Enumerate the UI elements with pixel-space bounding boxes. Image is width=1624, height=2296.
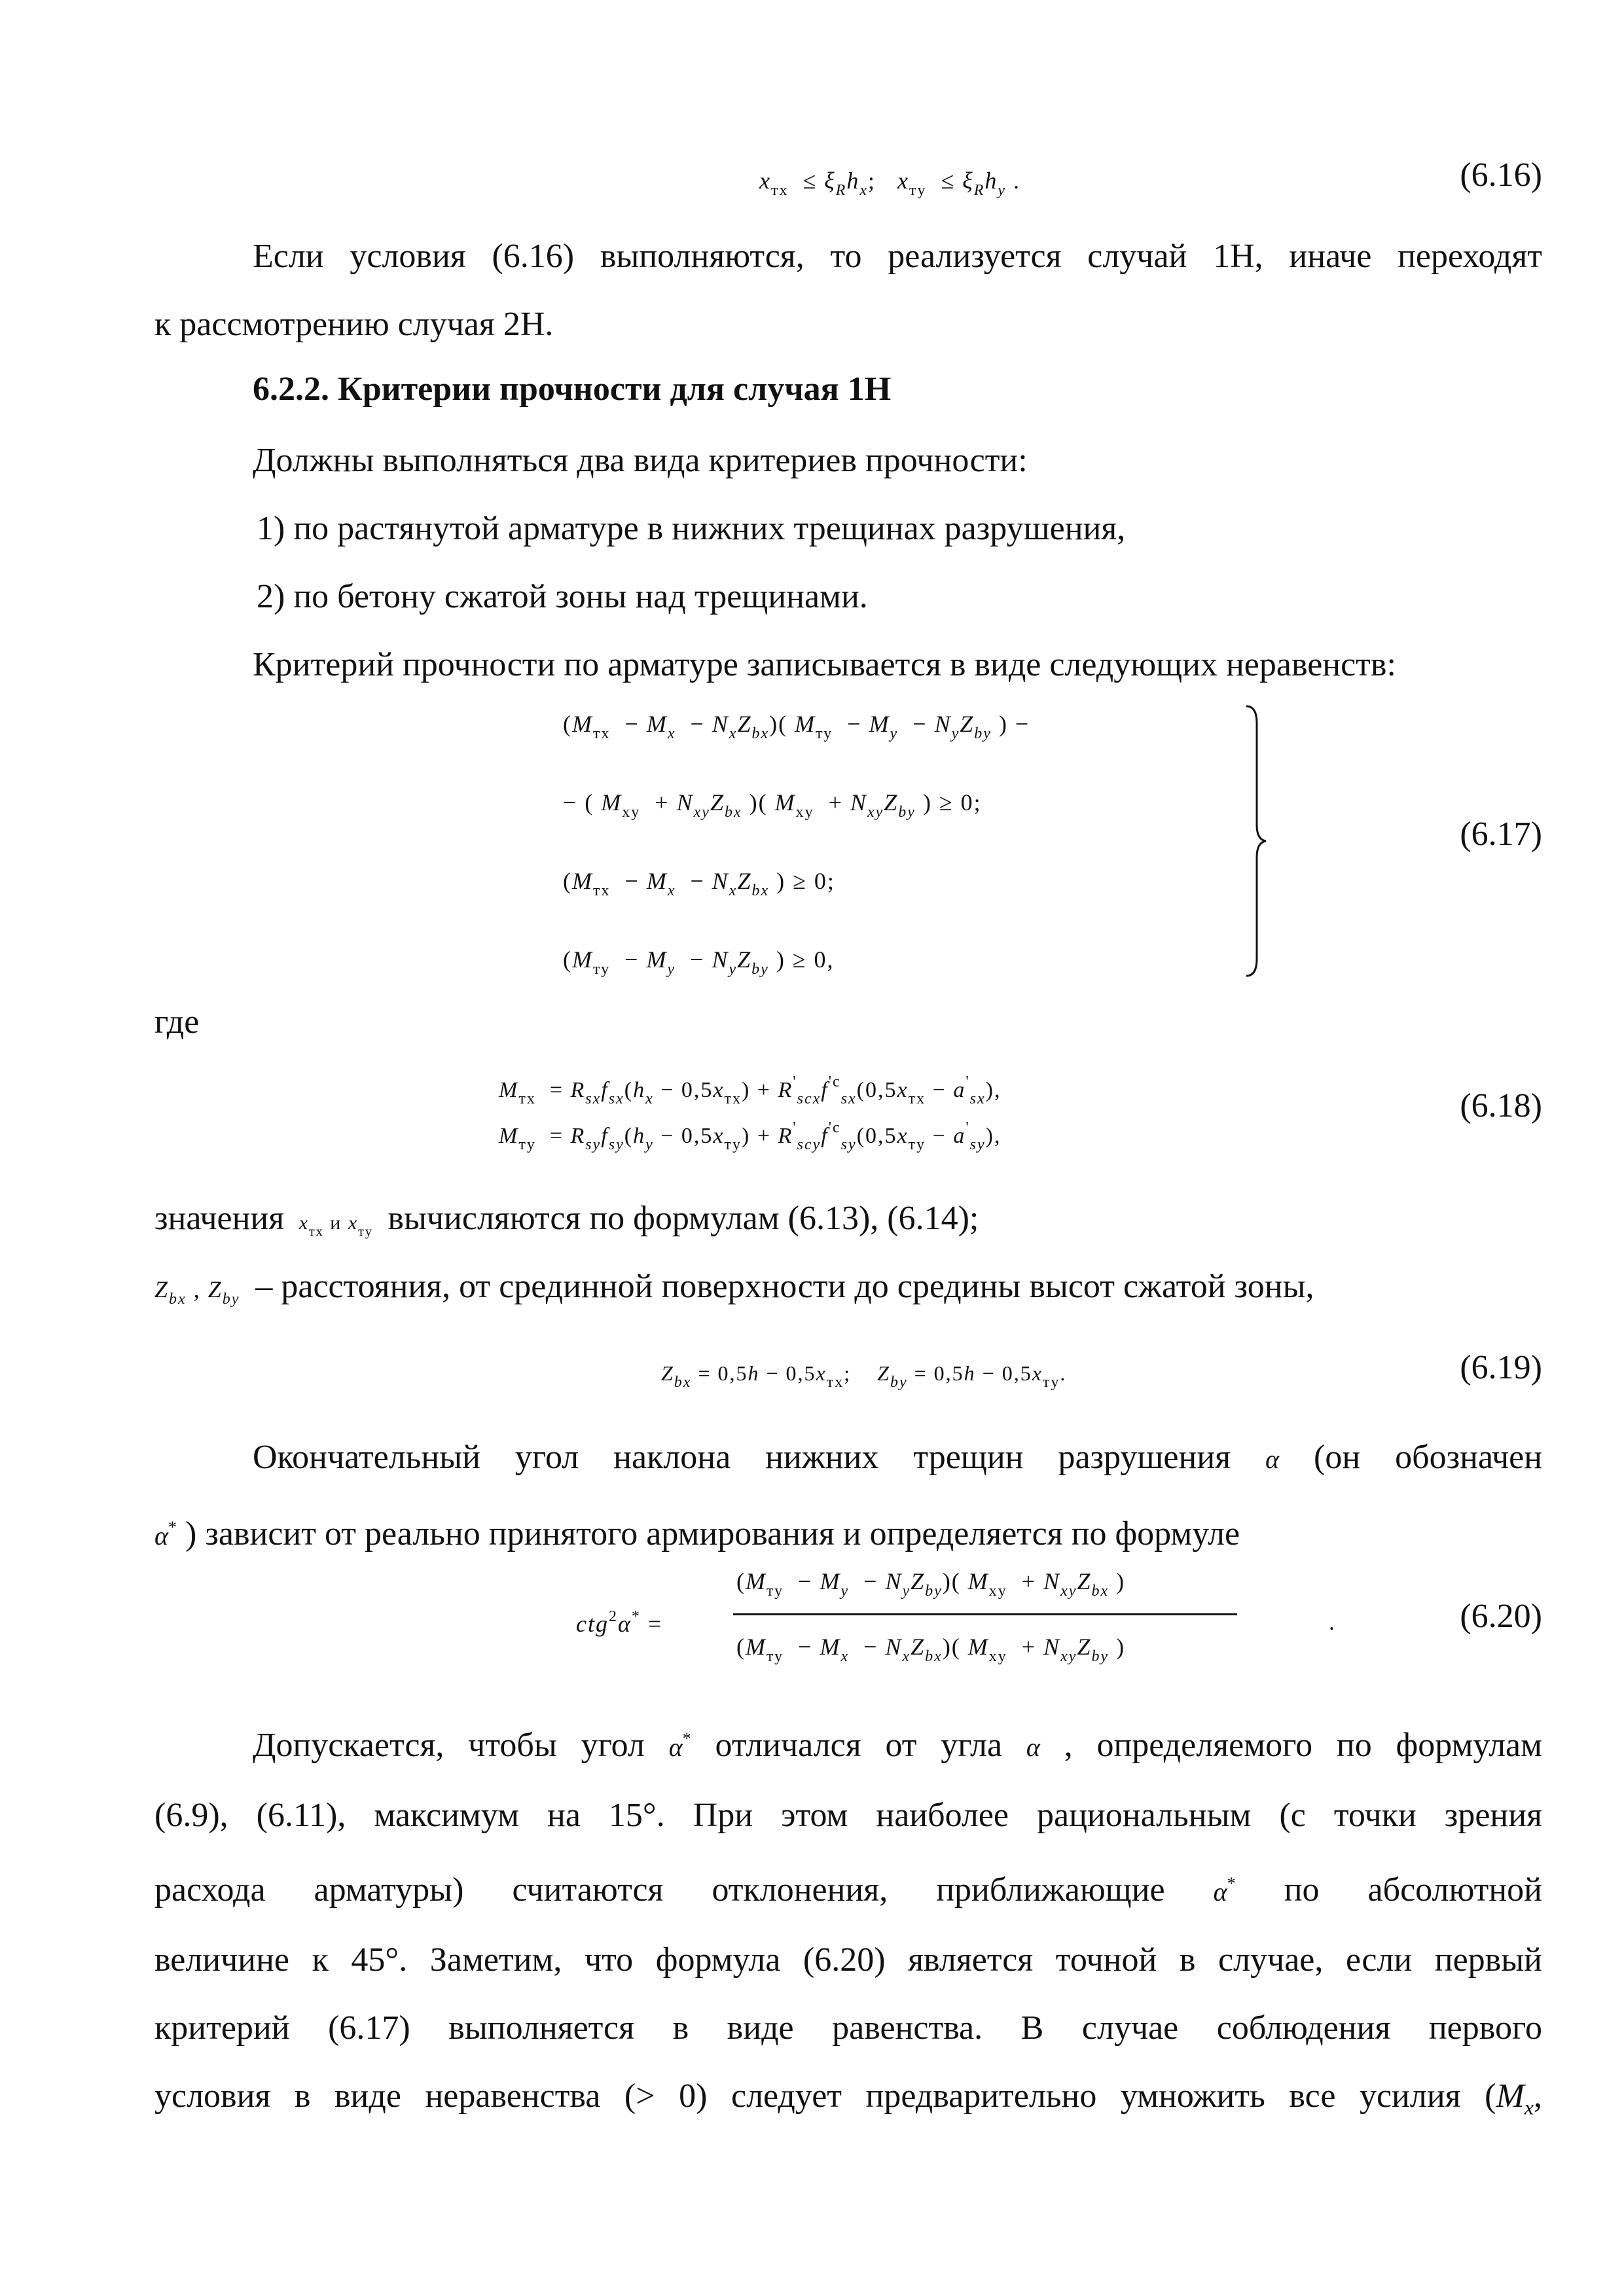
document-page: $x_{тx} \le \xi_Rh_x$; $x_{тy} \le \xi_Rh_y$ . (6.16) Если условия (6.16) выполняются, то реализуется случай 1Н, иначе переходят к рассмотрению случая 2Н. 6.2.2. Критерии прочности для случая 1Н Должны выполняться два вида критериев прочности: 1) по растянутой арматуре в нижних трещинах разрушения, 2) по бетону сжатой зоны над трещинами. Критерий прочности по арматуре записывается в виде следующих неравенств: $(M_{тх} - M_x - N_xZ_{bx})$( $M_{ту} - M_y - N_yZ_{by}$ ) − − ( $M_{xy} + N_{xy}Z_{bx}$ )( $M_{xy} + N_{xy}Z_{by}$ ) ≥ 0; ($M_{тх} - M_x - N_xZ_{bx}$ ) ≥ 0; ($M_{ту} - M_y - N_yZ_{by}$ ) ≥ 0, (6.17) где $M_{тx} = R_{sx}f_{sx}(h_x - 0,5x_{тх}) + R'_{scx}f^{'c}_{sx}(0,5x_{тх} - a'_{sx})$, $M_{тy} = R_{sy}f_{sy}(h_y - 0,5x_{тy}) + R'_{scy}f^{'c}_{sy}(0,5x_{тy} - a'_{sy})$, (6.18) значения $x_{тх}$ и $x_{тy}$ вычисляются по формулам (6.13), (6.14); $Z_{bx}$ , $Z_{by}$ – расстояния, от срединной поверхности до средины высот сжатой зоны, $Z_{bx} = 0,5h - 0,5x_{тx}$; $Z_{by} = 0,5h - 0,5x_{тy}$. (6.19) Окончательный угол наклона нижних трещин разрушения α (он обозначен α* ) зависит от реально принятого армирования и определяется по формуле ctg$^2$α* = $(M_{ту} - M_y - N_yZ_{by})$( $M_{xy} + N_{xy}Z_{bx}$ ) $(M_{ту} - M_x - N_xZ_{bx})$( $M_{xy} + N_{xy}Z_{by}$ ) . (6.20) Допускается, чтобы угол α* отличался от угла α , определяемого по формулам (6.9), (6.11), максимум на 15°. При этом наиболее рациональным (с точки зрения расхода арматуры) считаются отклонения, приближающие α* по абсолютной величине к 45°. Заметим, что формула (6.20) является точной в случае, если первый критерий (6.17) выполняется в виде равенства. В случае соблюдения первого условия в виде неравенства (> 0) следует предварительно умножить все усилия ($M_x$, [0,0,1624,2296]
z-definition-line: $Z_{bx}$ , $Z_{by}$ – расстояния, от срединной поверхности до средины высот сжатой зоны, [154,1268,1314,1308]
equation-6-20: ctg$^2$α* = $(M_{ту} - M_y - N_yZ_{by})$( $M_{xy} + N_{xy}Z_{bx}$ ) $(M_{ту} - M_x - N_xZ_{bx})$( $M_{xy} + N_{xy}Z_{by}$ ) . [576,1568,1336,1665]
paragraph-2: Должны выполняться два вида критериев прочности: [253,442,1028,479]
equation-number-6-18: (6.18) [1460,1087,1542,1124]
right-brace [1244,704,1270,978]
equation-6-16: $x_{тx} \le \xi_Rh_x$; $x_{тy} \le \xi_Rh_y$ . [759,168,1021,199]
equation-6-19: $Z_{bx} = 0,5h - 0,5x_{тx}$; $Z_{by} = 0,5h - 0,5x_{тy}$. [661,1361,1067,1391]
values-line: значения $x_{тх}$ и $x_{тy}$ вычисляются по формулам (6.13), (6.14); [154,1200,979,1239]
list-item: 1) по растянутой арматуре в нижних трещинах разрушения, [257,510,1126,547]
paragraph-5: Допускается, чтобы угол α* отличался от угла α , определяемого по формулам (6.9), (6.11), максимум на 15°. При этом наиболее рациональным (с точки зрения расхода арматуры) считаются отклонения, приближающие α* по абсолютной величине к 45°. Заметим, что формула (6.20) является точной в случае, если первый критерий (6.17) выполняется в виде равенства. В случае соблюдения первого условия в виде неравенства (> 0) следует предварительно умножить все усилия ($M_x$, [154,1727,1543,2119]
fraction-bar [733,1613,1237,1615]
equation-number-6-17: (6.17) [1460,816,1542,853]
section-heading: 6.2.2. Критерии прочности для случая 1Н [253,370,892,408]
equation-number-6-19: (6.19) [1460,1349,1542,1386]
equation-number-6-20: (6.20) [1460,1598,1542,1635]
equation-number-6-16: (6.16) [1460,156,1542,194]
paragraph-1: Если условия (6.16) выполняются, то реализуется случай 1Н, иначе переходят к рассмотрению случая 2Н. [154,238,1542,343]
list-item: 2) по бетону сжатой зоны над трещинами. [257,578,868,615]
paragraph-3: Критерий прочности по арматуре записывается в виде следующих неравенств: [253,646,1396,683]
paragraph-4: Окончательный угол наклона нижних трещин разрушения α (он обозначен α* ) зависит от реально принятого армирования и определяется по формуле [154,1439,1543,1552]
where-label: где [154,1003,200,1041]
